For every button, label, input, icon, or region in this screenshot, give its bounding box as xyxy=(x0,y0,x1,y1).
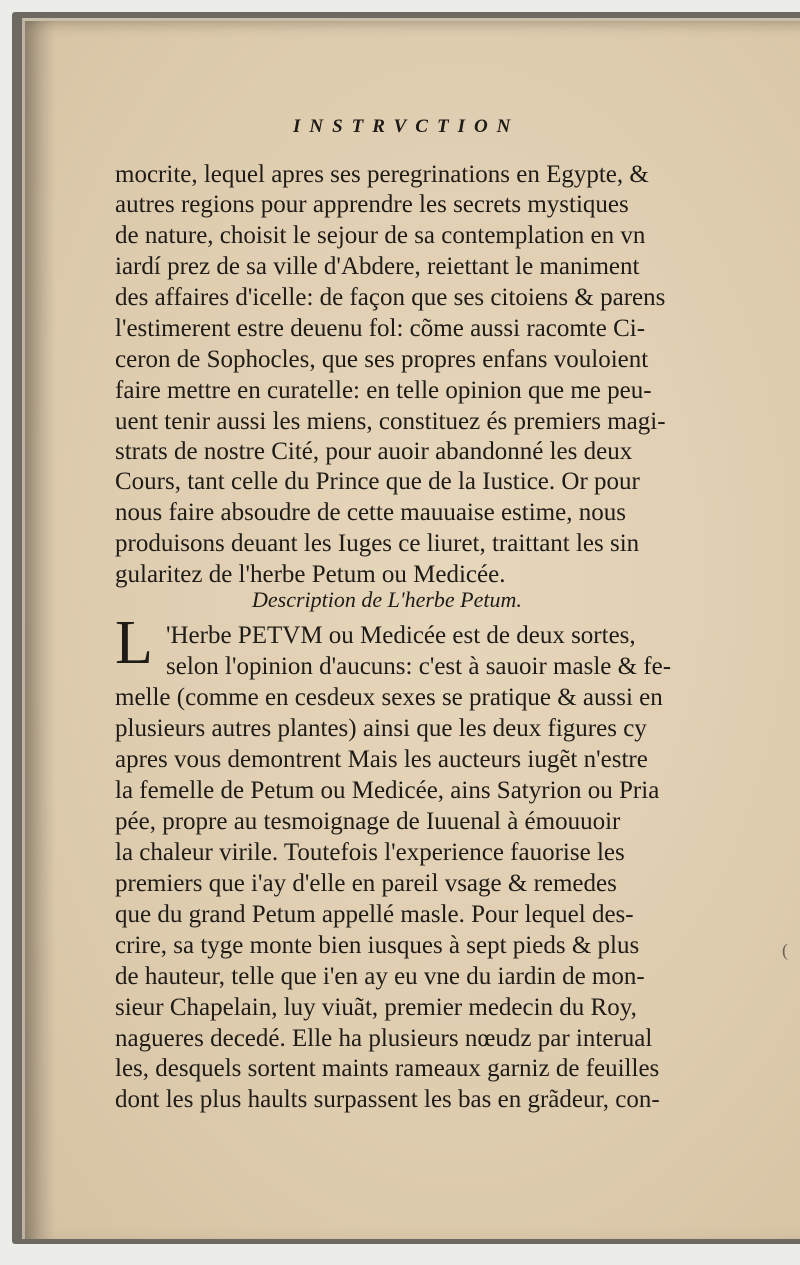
page-edge-stain xyxy=(25,21,55,1239)
text-line: l'estimerent estre deuenu fol: cõme aussi racomte Ci- xyxy=(115,315,646,342)
text-line: plusieurs autres plantes) ainsi que les deux figures cy xyxy=(115,715,647,742)
text-line: gularitez de l'herbe Petum ou Medicée. xyxy=(115,561,506,588)
text-line: nous faire absoudre de cette mauuaise estime, nous xyxy=(115,499,626,526)
text-line: nagueres decedé. Elle ha plusieurs nœudz par interual xyxy=(115,1025,653,1052)
text-line: la femelle de Petum ou Medicée, ains Satyrion ou Pria xyxy=(115,777,660,804)
text-line: de hauteur, telle que i'en ay eu vne du iardin de mon- xyxy=(115,963,645,990)
text-line: ceron de Sophocles, que ses propres enfans vouloient xyxy=(115,346,649,373)
text-line: crire, sa tyge monte bien iusques à sept pieds & plus xyxy=(115,932,640,959)
text-line: strats de nostre Cité, pour auoir abandonné les deux xyxy=(115,438,633,465)
text-line: des affaires d'icelle: de façon que ses citoiens & parens xyxy=(115,284,666,311)
text-line: autres regions pour apprendre les secrets mystiques xyxy=(115,191,629,218)
running-head: INSTRVCTION xyxy=(293,116,520,137)
text-line: uent tenir aussi les miens, constituez és premiers magi- xyxy=(115,408,666,435)
text-line: 'Herbe PETVM ou Medicée est de deux sortes, xyxy=(166,622,636,649)
text-line: produisons deuant les Iuges ce liuret, traittant les sin xyxy=(115,530,640,557)
text-line: la chaleur virile. Toutefois l'experience fauorise les xyxy=(115,839,625,866)
drop-cap: L xyxy=(115,609,153,677)
text-line: selon l'opinion d'aucuns: c'est à sauoir masle & fe- xyxy=(166,653,672,680)
text-line: mocrite, lequel apres ses peregrinations en Egypte, & xyxy=(115,161,649,188)
text-line: sieur Chapelain, luy viuãt, premier medecin du Roy, xyxy=(115,994,637,1021)
text-line: de nature, choisit le sejour de sa contemplation en vn xyxy=(115,222,646,249)
text-line: pée, propre au tesmoignage de Iuuenal à émouuoir xyxy=(115,808,621,835)
text-line: iardí prez de sa ville d'Abdere, reiettant le maniment xyxy=(115,253,640,280)
section-heading: Description de L'herbe Petum. xyxy=(252,587,522,612)
text-line: apres vous demontrent Mais les aucteurs iugẽt n'estre xyxy=(115,746,648,773)
text-line: Cours, tant celle du Prince que de la Iustice. Or pour xyxy=(115,468,640,495)
text-line: que du grand Petum appellé masle. Pour lequel des- xyxy=(115,901,634,928)
text-line: melle (comme en cesdeux sexes se pratique & aussi en xyxy=(115,684,663,711)
text-line: premiers que i'ay d'elle en pareil vsage & remedes xyxy=(115,870,617,897)
text-line: dont les plus haults surpassent les bas en grãdeur, con- xyxy=(115,1086,660,1113)
text-line: faire mettre en curatelle: en telle opinion que me peu- xyxy=(115,377,652,404)
text-line: les, desquels sortent maints rameaux garniz de feuilles xyxy=(115,1055,660,1082)
margin-mark: ( xyxy=(782,940,788,960)
